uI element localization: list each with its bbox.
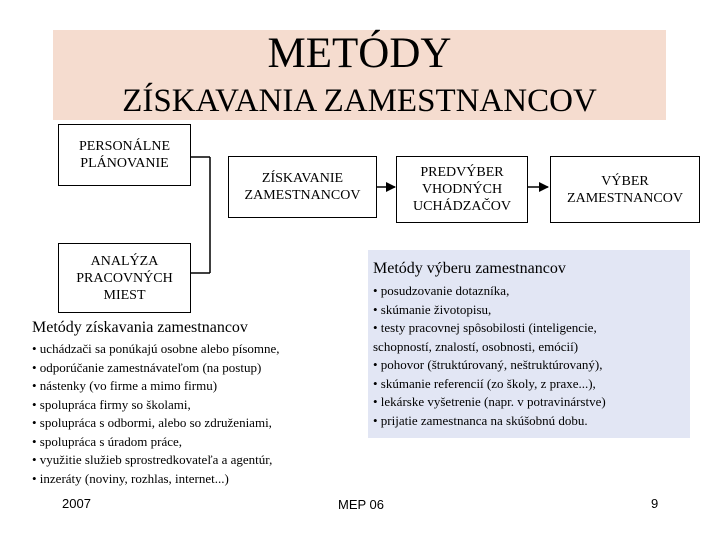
predvyber-line2: VHODNÝCH [421,182,503,197]
analyza-line3: MIEST [103,287,146,303]
personalne-line2: PLÁNOVANIE [80,156,169,171]
box-analyza-pracovnych-miest [58,243,191,313]
list-item: • spolupráca s úradom práce, [32,433,183,449]
footer-year: 2007 [62,496,91,511]
box-vyber-zamestnancov [550,156,700,223]
vyber-line1: VÝBER [601,173,649,189]
page-title: METÓDY [267,30,452,77]
predvyber-line1: PREDVÝBER [420,165,504,180]
list-item: • prijatie zamestnanca na skúšobnú dobu. [373,412,588,428]
list-item: • inzeráty (noviny, rozhlas, internet...) [32,470,229,486]
predvyber-line3: UCHÁDZAČOV [413,199,511,214]
footer-center: MEP 06 [338,497,385,512]
list-item: • využitie služieb sprostredkovateľa a agentúr, [32,452,273,467]
box-personalne-planovanie [58,124,191,186]
personalne-line1: PERSONÁLNE [78,139,170,154]
list-item: • pohovor (štruktúrovaný, neštruktúrovaný), [373,357,603,372]
list-item: • skúmanie životopisu, [373,301,492,317]
list-item: • uchádzači sa ponúkajú osobne alebo písomne, [32,341,280,356]
analyza-line2: PRACOVNÝCH [76,270,173,286]
list-item: • lekárske vyšetrenie (napr. v potravinárstve) [373,394,606,409]
box-predvyber-uchadzacov [396,156,528,223]
list-item: • nástenky (vo firme a mimo firmu) [32,378,218,393]
list-item: • spolupráca s odbormi, alebo so združeniami, [32,415,272,430]
page-subtitle: ZÍSKAVANIA ZAMESTNANCOV [122,83,597,119]
list-item: • skúmanie referencií (zo školy, z praxe...), [373,375,596,391]
list-item: • testy pracovnej spôsobilosti (inteligencie, [373,320,597,335]
footer-page-number: 9 [651,496,659,511]
box-ziskavanie-zamestnancov [228,156,377,218]
selection-heading: Metódy výberu zamestnancov [373,260,566,277]
selection-methods-panel [368,250,690,438]
recruitment-heading: Metódy získavania zamestnancov [32,319,248,336]
ziskavanie-line1: ZÍSKAVANIE [261,171,344,186]
analyza-line1: ANALÝZA [90,253,159,269]
vyber-line2: ZAMESTNANCOV [567,190,683,206]
list-item: schopností, znalostí, osobnosti, emócií) [373,338,579,354]
list-item: • posudzovanie dotazníka, [373,283,510,298]
list-item: • odporúčanie zamestnávateľom (na postup) [32,359,262,375]
list-item: • spolupráca firmy so školami, [32,396,191,412]
recruitment-list [32,340,280,488]
ziskavanie-line2: ZAMESTNANCOV [244,188,361,203]
selection-list [373,282,606,430]
